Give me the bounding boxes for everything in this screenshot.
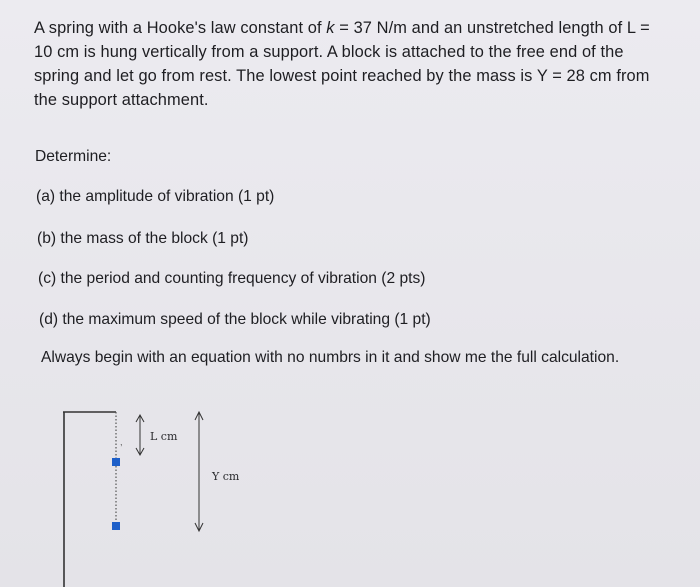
l-dimension-arrow — [136, 415, 144, 455]
stray-mark: , — [120, 437, 123, 447]
part-d: (d) the maximum speed of the block while vibrating (1 pt) — [39, 311, 431, 328]
y-dimension-arrow — [195, 412, 203, 531]
block-lowest-position — [112, 522, 120, 530]
part-b: (b) the mass of the block (1 pt) — [37, 230, 249, 247]
part-c: (c) the period and counting frequency of vibration (2 pts) — [38, 270, 426, 287]
k-symbol: k — [326, 19, 335, 37]
problem-line-2: 10 cm is hung vertically from a support. A block is attached to the free end of the — [34, 43, 624, 61]
spring-diagram — [0, 400, 700, 587]
y-cm-label: Y cm — [212, 470, 240, 483]
instruction-text: Always begin with an equation with no numbrs in it and show me the full calculation. — [41, 349, 620, 366]
determine-heading: Determine: — [35, 148, 112, 165]
part-a: (a) the amplitude of vibration (1 pt) — [36, 188, 275, 205]
l-cm-label: L cm — [150, 430, 178, 443]
problem-line-4: the support attachment. — [34, 91, 209, 109]
problem-statement — [34, 16, 674, 112]
problem-line-1: A spring with a Hooke's law constant of k = 37 N/m and an unstretched length of L = — [34, 19, 650, 37]
block-unstretched-position — [112, 458, 120, 466]
problem-line-3: spring and let go from rest. The lowest point reached by the mass is Y = 28 cm from — [34, 67, 650, 85]
